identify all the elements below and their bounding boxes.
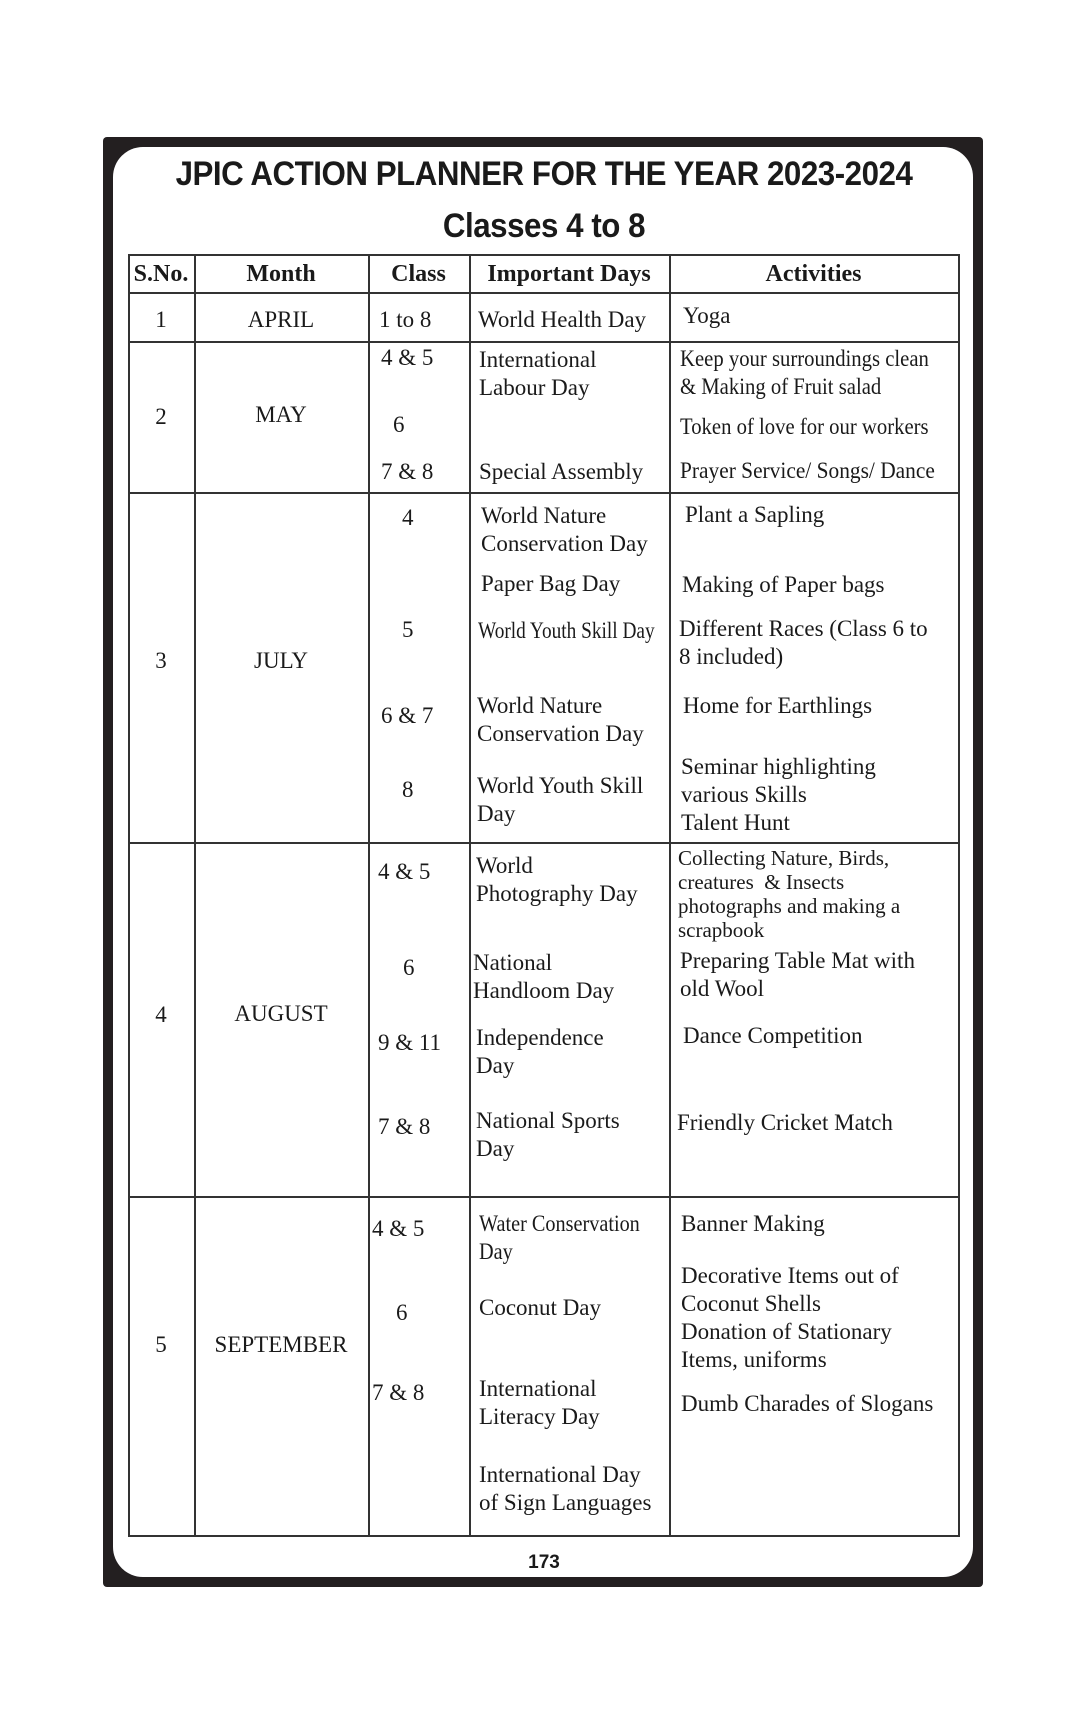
class-range: 4 & 5 <box>378 859 431 884</box>
column-header: Month <box>246 261 316 287</box>
important-day: International Literacy Day <box>479 1376 600 1429</box>
activity: Friendly Cricket Match <box>677 1110 893 1135</box>
important-day: World Nature Conservation Day <box>477 693 644 746</box>
table-row-rule <box>128 1535 960 1537</box>
table-row-rule <box>128 1196 960 1198</box>
activity: Keep your surroundings clean & Making of Fruit salad <box>680 346 929 399</box>
important-day: Special Assembly <box>479 459 644 484</box>
activity: Prayer Service/ Songs/ Dance <box>680 458 935 483</box>
month-name: AUGUST <box>234 1001 328 1026</box>
important-day: World Youth Skill Day <box>478 618 655 643</box>
activity: Home for Earthlings <box>683 693 873 718</box>
important-day: National Handloom Day <box>473 950 615 1003</box>
page-subtitle: Classes 4 to 8 <box>442 207 646 245</box>
class-range: 4 & 5 <box>381 345 434 370</box>
activity: Plant a Sapling <box>685 502 825 527</box>
month-name: JULY <box>254 648 308 673</box>
serial-number: 1 <box>155 307 167 332</box>
column-header: Activities <box>765 261 862 287</box>
activity: Dumb Charades of Slogans <box>681 1391 934 1416</box>
important-day: Water Conservation Day <box>479 1211 640 1264</box>
class-range: 6 & 7 <box>381 703 434 728</box>
class-range: 7 & 8 <box>378 1114 431 1139</box>
important-day: National Sports Day <box>476 1108 620 1161</box>
important-day: International Labour Day <box>479 347 597 400</box>
activity: Dance Competition <box>683 1023 863 1048</box>
important-day: World Health Day <box>478 307 647 332</box>
activity: Preparing Table Mat with old Wool <box>680 948 915 1001</box>
serial-number: 5 <box>155 1332 167 1357</box>
activity: Decorative Items out of Coconut Shells Donation of Stationary Items, uniforms <box>681 1263 899 1372</box>
activity: Making of Paper bags <box>682 572 885 597</box>
activity: Different Races (Class 6 to 8 included) <box>679 616 928 669</box>
important-day: Independence Day <box>476 1025 604 1078</box>
class-range: 4 <box>402 505 414 530</box>
serial-number: 2 <box>155 404 167 429</box>
table-row-rule <box>128 341 960 343</box>
class-range: 4 & 5 <box>372 1216 425 1241</box>
serial-number: 4 <box>155 1002 167 1027</box>
important-day: World Photography Day <box>476 853 638 906</box>
month-name: SEPTEMBER <box>214 1332 348 1357</box>
table-row-rule <box>128 292 960 294</box>
activity: Banner Making <box>681 1211 825 1236</box>
activity: Yoga <box>683 303 731 328</box>
important-day: Paper Bag Day <box>481 571 621 596</box>
important-day: World Nature Conservation Day <box>481 503 648 556</box>
activity: Collecting Nature, Birds, creatures & Insects photographs and making a scrapbook <box>678 846 901 942</box>
table-column-rule <box>469 254 471 1537</box>
table-row-rule <box>128 254 960 256</box>
class-range: 5 <box>402 617 414 642</box>
class-range: 9 & 11 <box>378 1030 442 1055</box>
activity: Seminar highlighting various Skills Talent Hunt <box>681 754 876 835</box>
table-column-rule <box>368 254 370 1537</box>
class-range: 6 <box>403 955 415 980</box>
column-header: S.No. <box>133 261 189 287</box>
class-range: 7 & 8 <box>372 1380 425 1405</box>
important-day: World Youth Skill Day <box>477 773 644 826</box>
class-range: 8 <box>402 777 414 802</box>
month-name: APRIL <box>247 307 315 332</box>
page-title: JPIC ACTION PLANNER FOR THE YEAR 2023-2024 <box>175 155 913 193</box>
serial-number: 3 <box>155 648 167 673</box>
class-range: 6 <box>396 1300 408 1325</box>
page-number: 173 <box>528 1552 560 1573</box>
column-header: Important Days <box>487 261 651 287</box>
month-name: MAY <box>255 402 307 427</box>
table-column-rule <box>958 254 960 1537</box>
class-range: 7 & 8 <box>381 459 434 484</box>
class-range: 6 <box>393 412 405 437</box>
important-day: International Day of Sign Languages <box>479 1462 652 1515</box>
table-row-rule <box>128 842 960 844</box>
table-row-rule <box>128 492 960 494</box>
important-day: Coconut Day <box>479 1295 602 1320</box>
class-range: 1 to 8 <box>379 307 432 332</box>
activity: Token of love for our workers <box>680 414 929 439</box>
column-header: Class <box>391 261 446 287</box>
table-column-rule <box>669 254 671 1537</box>
